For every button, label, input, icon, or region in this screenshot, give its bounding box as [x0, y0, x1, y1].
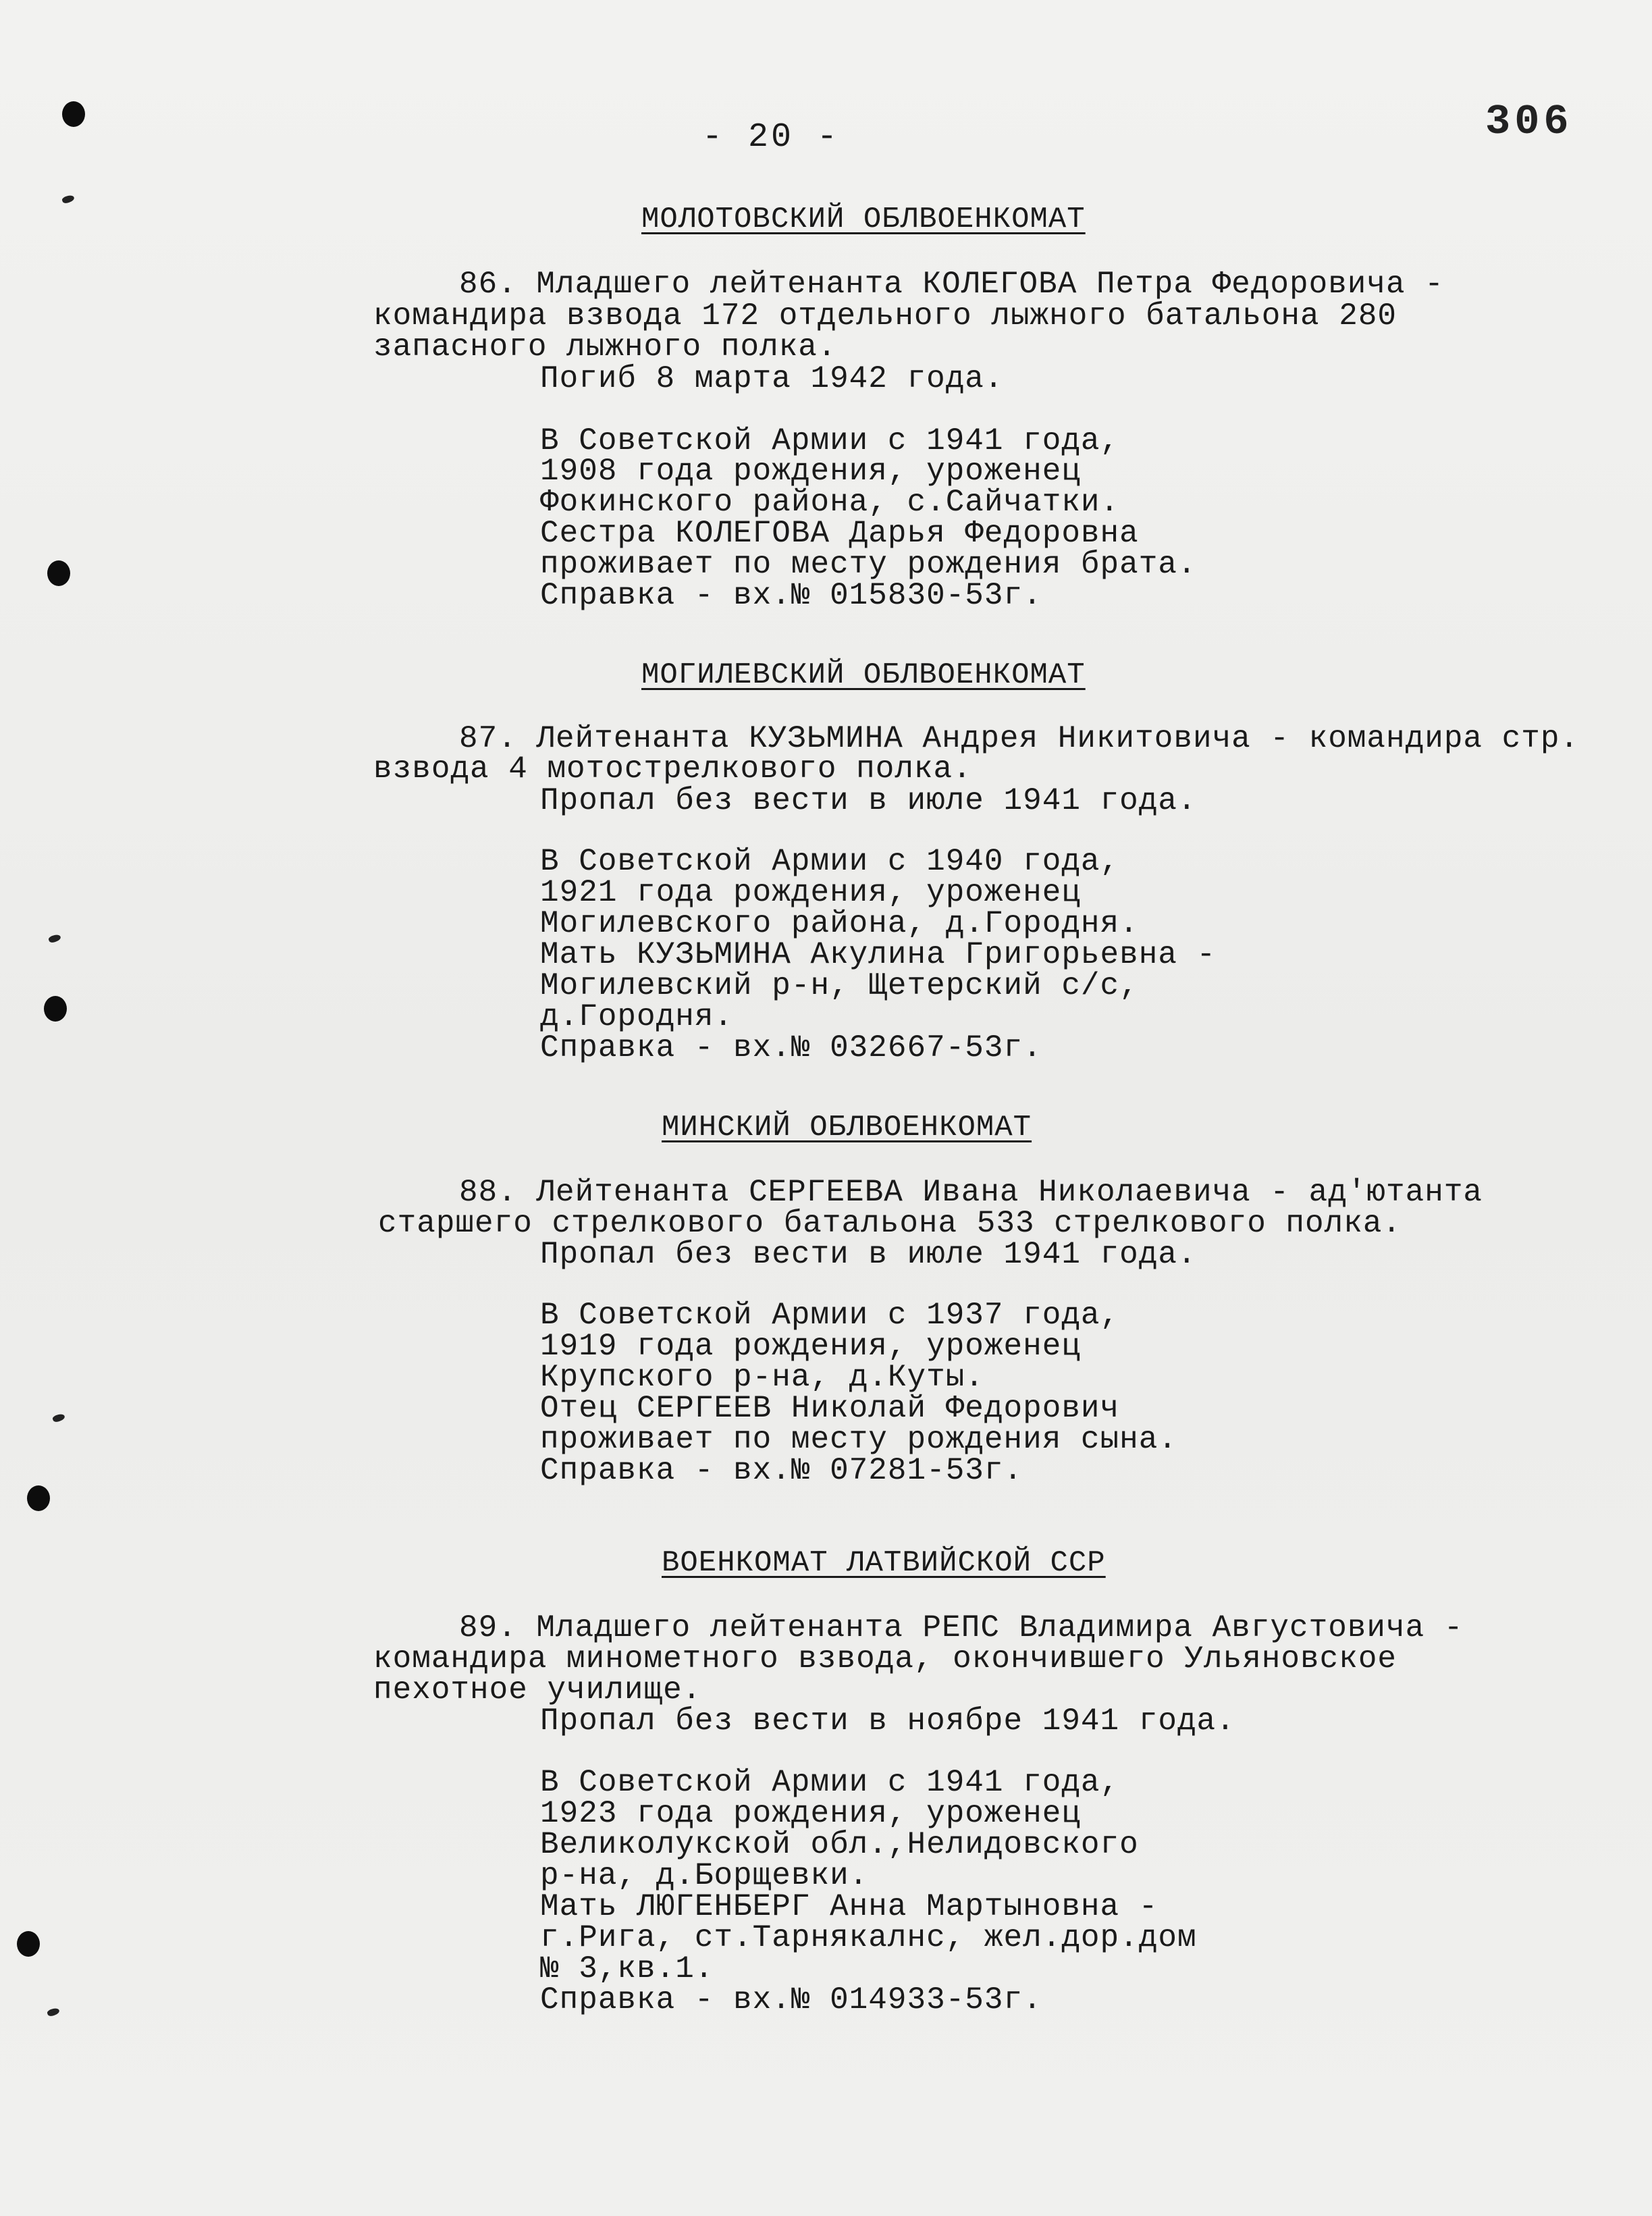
text-line: В Советской Армии с 1941 года,: [540, 1765, 1120, 1800]
text-line: № 3,кв.1.: [540, 1951, 714, 1986]
text-line: 87. Лейтенанта КУЗЬМИНА Андрея Никитовича - командира стр.: [459, 721, 1580, 756]
text-line: запасного лыжного полка.: [373, 329, 837, 365]
text-line: Могилевский р-н, Щетерский с/с,: [540, 968, 1139, 1003]
text-line: Мать ЛЮГЕНБЕРГ Анна Мартыновна -: [540, 1889, 1158, 1924]
text-line: Пропал без вести в июле 1941 года.: [540, 1237, 1197, 1272]
text-line: 88. Лейтенанта СЕРГЕЕВА Ивана Николаевича - ад'ютанта: [459, 1175, 1483, 1210]
page-number: - 20 -: [702, 118, 841, 157]
text-line: Великолукской обл.,Нелидовского: [540, 1827, 1139, 1862]
text-line: В Советской Армии с 1940 года,: [540, 844, 1120, 879]
text-line: 1921 года рождения, уроженец: [540, 875, 1081, 910]
section-heading: ВОЕНКОМАТ ЛАТВИЙСКОЙ ССР: [662, 1546, 1106, 1580]
text-line: 1908 года рождения, уроженец: [540, 454, 1081, 489]
text-line: старшего стрелкового батальона 533 стрелкового полка.: [378, 1206, 1402, 1241]
text-line: Пропал без вести в июле 1941 года.: [540, 783, 1197, 818]
text-line: Справка - вх.№ 014933-53г.: [540, 1982, 1042, 2017]
text-line: проживает по месту рождения брата.: [540, 547, 1197, 582]
text-line: д.Городня.: [540, 999, 734, 1034]
text-line: Погиб 8 марта 1942 года.: [540, 361, 1004, 396]
punch-hole: [17, 1931, 40, 1957]
text-line: пехотное училище.: [373, 1672, 702, 1708]
text-line: проживает по месту рождения сына.: [540, 1422, 1177, 1457]
text-line: Крупского р-на, д.Куты.: [540, 1360, 984, 1395]
punch-hole: [27, 1485, 50, 1511]
text-line: Отец СЕРГЕЕВ Николай Федорович: [540, 1391, 1120, 1426]
text-line: Могилевского района, д.Городня.: [540, 906, 1139, 941]
punch-hole: [62, 101, 85, 127]
text-line: Сестра КОЛЕГОВА Дарья Федоровна: [540, 516, 1139, 551]
punch-mark: [48, 933, 61, 944]
text-line: Пропал без вести в ноябре 1941 года.: [540, 1704, 1235, 1739]
text-line: Справка - вх.№ 015830-53г.: [540, 578, 1042, 613]
text-line: 1919 года рождения, уроженец: [540, 1329, 1081, 1364]
section-heading: МИНСКИЙ ОБЛВОЕНКОМАТ: [662, 1111, 1032, 1144]
punch-mark: [52, 1413, 65, 1423]
section-heading: МОЛОТОВСКИЙ ОБЛВОЕНКОМАТ: [641, 203, 1086, 236]
text-line: р-на, д.Борщевки.: [540, 1858, 869, 1893]
text-line: командира минометного взвода, окончившего Ульяновское: [373, 1641, 1397, 1677]
punch-hole: [47, 560, 70, 586]
archive-page-number: 306: [1485, 98, 1573, 146]
text-line: 89. Младшего лейтенанта РЕПС Владимира Августовича -: [459, 1610, 1464, 1645]
text-line: Справка - вх.№ 07281-53г.: [540, 1453, 1023, 1488]
section-heading: МОГИЛЕВСКИЙ ОБЛВОЕНКОМАТ: [641, 658, 1086, 692]
text-line: г.Рига, ст.Тарнякалнс, жел.дор.дом: [540, 1920, 1197, 1955]
text-line: В Советской Армии с 1941 года,: [540, 423, 1120, 458]
text-line: взвода 4 мотострелкового полка.: [373, 751, 972, 787]
text-line: В Советской Армии с 1937 года,: [540, 1298, 1120, 1333]
punch-hole: [44, 996, 67, 1022]
text-line: 1923 года рождения, уроженец: [540, 1796, 1081, 1831]
text-line: командира взвода 172 отдельного лыжного батальона 280: [373, 298, 1397, 334]
text-line: Фокинского района, с.Сайчатки.: [540, 485, 1120, 520]
text-line: 86. Младшего лейтенанта КОЛЕГОВА Петра Федоровича -: [459, 267, 1444, 302]
punch-mark: [61, 194, 75, 205]
punch-mark: [47, 2007, 60, 2017]
text-line: Справка - вх.№ 032667-53г.: [540, 1030, 1042, 1065]
text-line: Мать КУЗЬМИНА Акулина Григорьевна -: [540, 937, 1217, 972]
